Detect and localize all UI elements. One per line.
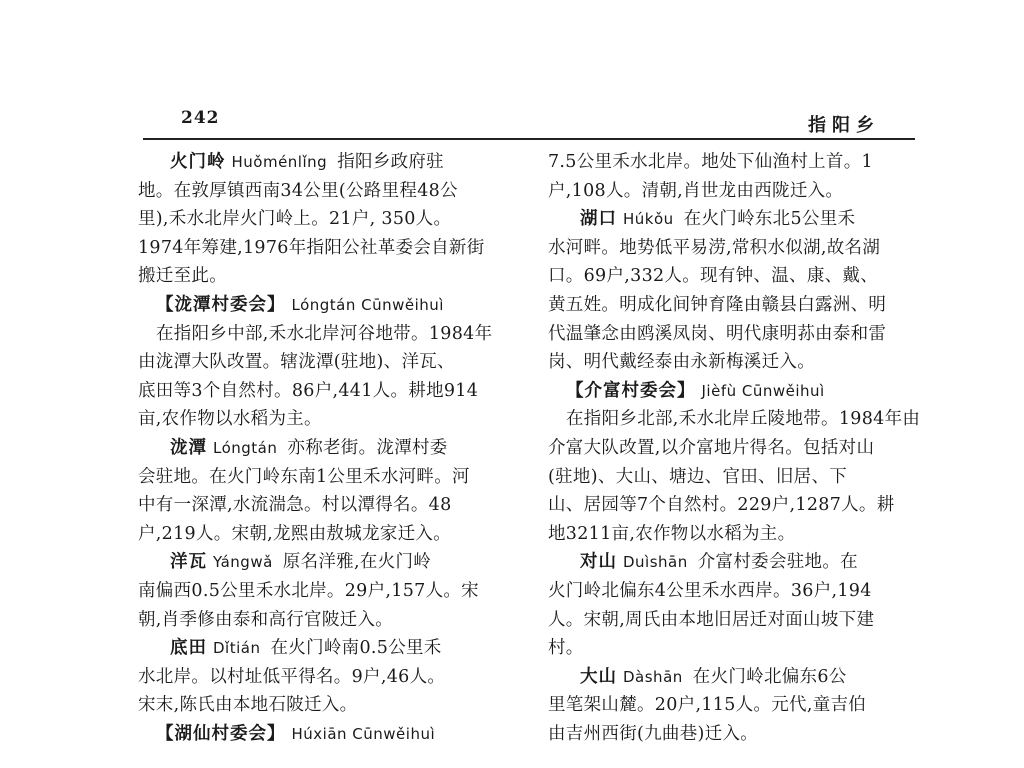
- entry-text: (驻地)、大山、塘边、官田、旧居、下: [548, 466, 848, 487]
- left-column-line: [138, 407, 322, 431]
- entry-text: 在指阳乡北部,禾水北岸丘陵地带。1984年由: [566, 409, 920, 430]
- entry-headword: 泷潭: [170, 438, 207, 458]
- entry-headword: 对山: [580, 552, 617, 573]
- left-column-line: [138, 693, 357, 717]
- entry-text: 水北岸。以村址低平得名。9户,46人。: [138, 666, 446, 687]
- entry-text: 地3211亩,农作物以水稻为主。: [548, 523, 796, 544]
- left-column-line: [138, 465, 470, 489]
- entry-pinyin: Dǐtián: [213, 639, 261, 658]
- left-column-line: [138, 322, 492, 346]
- page-header: [0, 0, 1024, 145]
- entry-headword: 湖口: [580, 209, 617, 230]
- right-column-line: [548, 150, 873, 174]
- entry-text: 会驻地。在火门岭东南1公里禾水河畔。河: [138, 466, 470, 487]
- section-heading: 【泷潭村委会】: [156, 295, 286, 315]
- entry-text: 口。69户,332人。现有钟、温、康、戴、: [548, 266, 879, 287]
- right-column-line: [548, 550, 858, 574]
- right-column-line: [548, 608, 874, 632]
- entry-text: 地。在敦厚镇西南34公里(公路里程48公: [138, 180, 458, 201]
- section-heading: 【湖仙村委会】: [156, 724, 286, 744]
- left-column-line: [138, 722, 445, 746]
- right-column: [548, 146, 920, 768]
- entry-pinyin: Huǒménlǐng: [231, 153, 328, 171]
- right-column-line: [548, 493, 895, 517]
- right-column-line: [548, 579, 872, 603]
- left-column-line: [138, 665, 445, 689]
- right-column-line: [548, 179, 843, 203]
- right-column-line: [548, 693, 866, 717]
- right-column-line: [548, 522, 795, 546]
- right-column-line: [548, 322, 886, 346]
- entry-text: 由吉州西街(九曲巷)迁入。: [548, 724, 759, 744]
- left-column-line: [138, 522, 451, 546]
- entry-text: 水河畔。地势低平易涝,常积水似湖,故名湖: [548, 237, 881, 258]
- entry-text: 搬迁至此。: [138, 266, 227, 287]
- right-column-line: [548, 722, 758, 746]
- left-column-line: [138, 636, 442, 660]
- entry-text: 村。: [548, 638, 584, 659]
- entry-text: 7.5公里禾水北岸。地处下仙渔村上首。1: [548, 152, 873, 172]
- entry-text: 里笔架山麓。20户,115人。元代,童吉伯: [548, 695, 867, 716]
- entry-pinyin: Húkǒu: [623, 210, 674, 229]
- header-rule: [143, 138, 915, 140]
- left-column-line: [138, 379, 478, 403]
- left-column-line: [138, 350, 455, 374]
- left-column-line: [138, 236, 485, 260]
- entry-text: 岗、明代戴经泰由永新梅溪迁入。: [548, 352, 815, 373]
- entry-pinyin: Lóngtán: [213, 439, 278, 457]
- entry-pinyin: Húxiān Cūnwěihuì: [291, 725, 436, 743]
- entry-pinyin: Jièfù Cūnwěihuì: [701, 381, 825, 400]
- right-column-line: [548, 264, 878, 288]
- left-column-line: [138, 179, 458, 203]
- entry-text: 火门岭北偏东4公里禾水西岸。36户,194: [548, 581, 872, 601]
- entry-text: 亦称老街。泷潭村委: [287, 438, 448, 458]
- left-column-line: [138, 207, 451, 231]
- entry-text: 在指阳乡中部,禾水北岸河谷地带。1984年: [156, 323, 493, 344]
- entry-text: 1974年筹建,1976年指阳公社革委会自新街: [138, 237, 485, 258]
- entry-headword: 洋瓦: [170, 552, 207, 573]
- left-column: [138, 146, 514, 768]
- left-column-line: [138, 493, 452, 517]
- entry-text: 介富大队改置,以介富地片得名。包括对山: [548, 438, 875, 458]
- running-title: 指阳乡: [808, 115, 880, 136]
- right-column-line: [548, 465, 847, 489]
- entry-text: 亩,农作物以水稻为主。: [138, 409, 322, 430]
- entry-headword: 大山: [580, 666, 617, 687]
- right-column-line: [548, 379, 835, 403]
- entry-text: 宋末,陈氏由本地石陂迁入。: [138, 695, 358, 716]
- right-column-line: [548, 207, 855, 231]
- entry-text: 代温肇念由鸥溪凤岗、明代康明荪由泰和雷: [548, 323, 887, 344]
- entry-text: 黄五姓。明成化间钟育隆由赣县白露洲、明: [548, 295, 887, 315]
- entry-text: 指阳乡政府驻: [337, 152, 444, 172]
- entry-text: 里),禾水北岸火门岭上。21户, 350人。: [138, 209, 452, 230]
- entry-text: 在火门岭北偏东6公: [692, 666, 847, 687]
- entry-pinyin: Yángwǎ: [213, 553, 273, 572]
- left-column-line: [138, 150, 444, 174]
- page-number: 242: [181, 108, 220, 128]
- left-column-line: [138, 550, 431, 574]
- entry-text: 中有一深潭,水流湍急。村以潭得名。48: [138, 495, 452, 516]
- entry-headword: 底田: [170, 638, 207, 659]
- entry-text: 户,219人。宋朝,龙熙由敖城龙家迁入。: [138, 523, 452, 544]
- entry-text: 介富村委会驻地。在: [697, 552, 858, 573]
- left-column-line: [138, 293, 454, 317]
- right-column-line: [548, 350, 815, 374]
- right-column-line: [548, 636, 584, 660]
- right-column-line: [548, 236, 880, 260]
- entry-text: 朝,肖季修由泰和高行官陂迁入。: [138, 609, 394, 630]
- left-column-line: [138, 579, 479, 603]
- section-heading: 【介富村委会】: [566, 380, 696, 401]
- right-column-line: [548, 665, 847, 689]
- entry-text: 底田等3个自然村。86户,441人。耕地914: [138, 380, 479, 401]
- entry-text: 户,108人。清朝,肖世龙由西陇迁入。: [548, 180, 844, 201]
- entry-text: 由泷潭大队改置。辖泷潭(驻地)、洋瓦、: [138, 352, 455, 373]
- left-column-line: [138, 436, 448, 460]
- right-column-line: [548, 436, 874, 460]
- entry-pinyin: Lóngtán Cūnwěihuì: [291, 296, 444, 314]
- entry-text: 南偏西0.5公里禾水北岸。29户,157人。宋: [138, 581, 479, 601]
- left-column-line: [138, 608, 393, 632]
- entry-headword: 火门岭: [170, 152, 226, 172]
- entry-text: 在火门岭东北5公里禾: [683, 209, 856, 230]
- entry-pinyin: Dàshān: [623, 667, 683, 686]
- entry-text: 原名洋雅,在火门岭: [282, 552, 432, 573]
- entry-text: 山、居园等7个自然村。229户,1287人。耕: [548, 495, 895, 516]
- left-column-line: [138, 264, 227, 288]
- right-column-line: [548, 293, 886, 317]
- entry-pinyin: Duìshān: [623, 553, 688, 572]
- entry-text: 人。宋朝,周氏由本地旧居迁对面山坡下建: [548, 609, 875, 630]
- right-column-line: [548, 407, 920, 431]
- entry-text: 在火门岭南0.5公里禾: [270, 638, 442, 659]
